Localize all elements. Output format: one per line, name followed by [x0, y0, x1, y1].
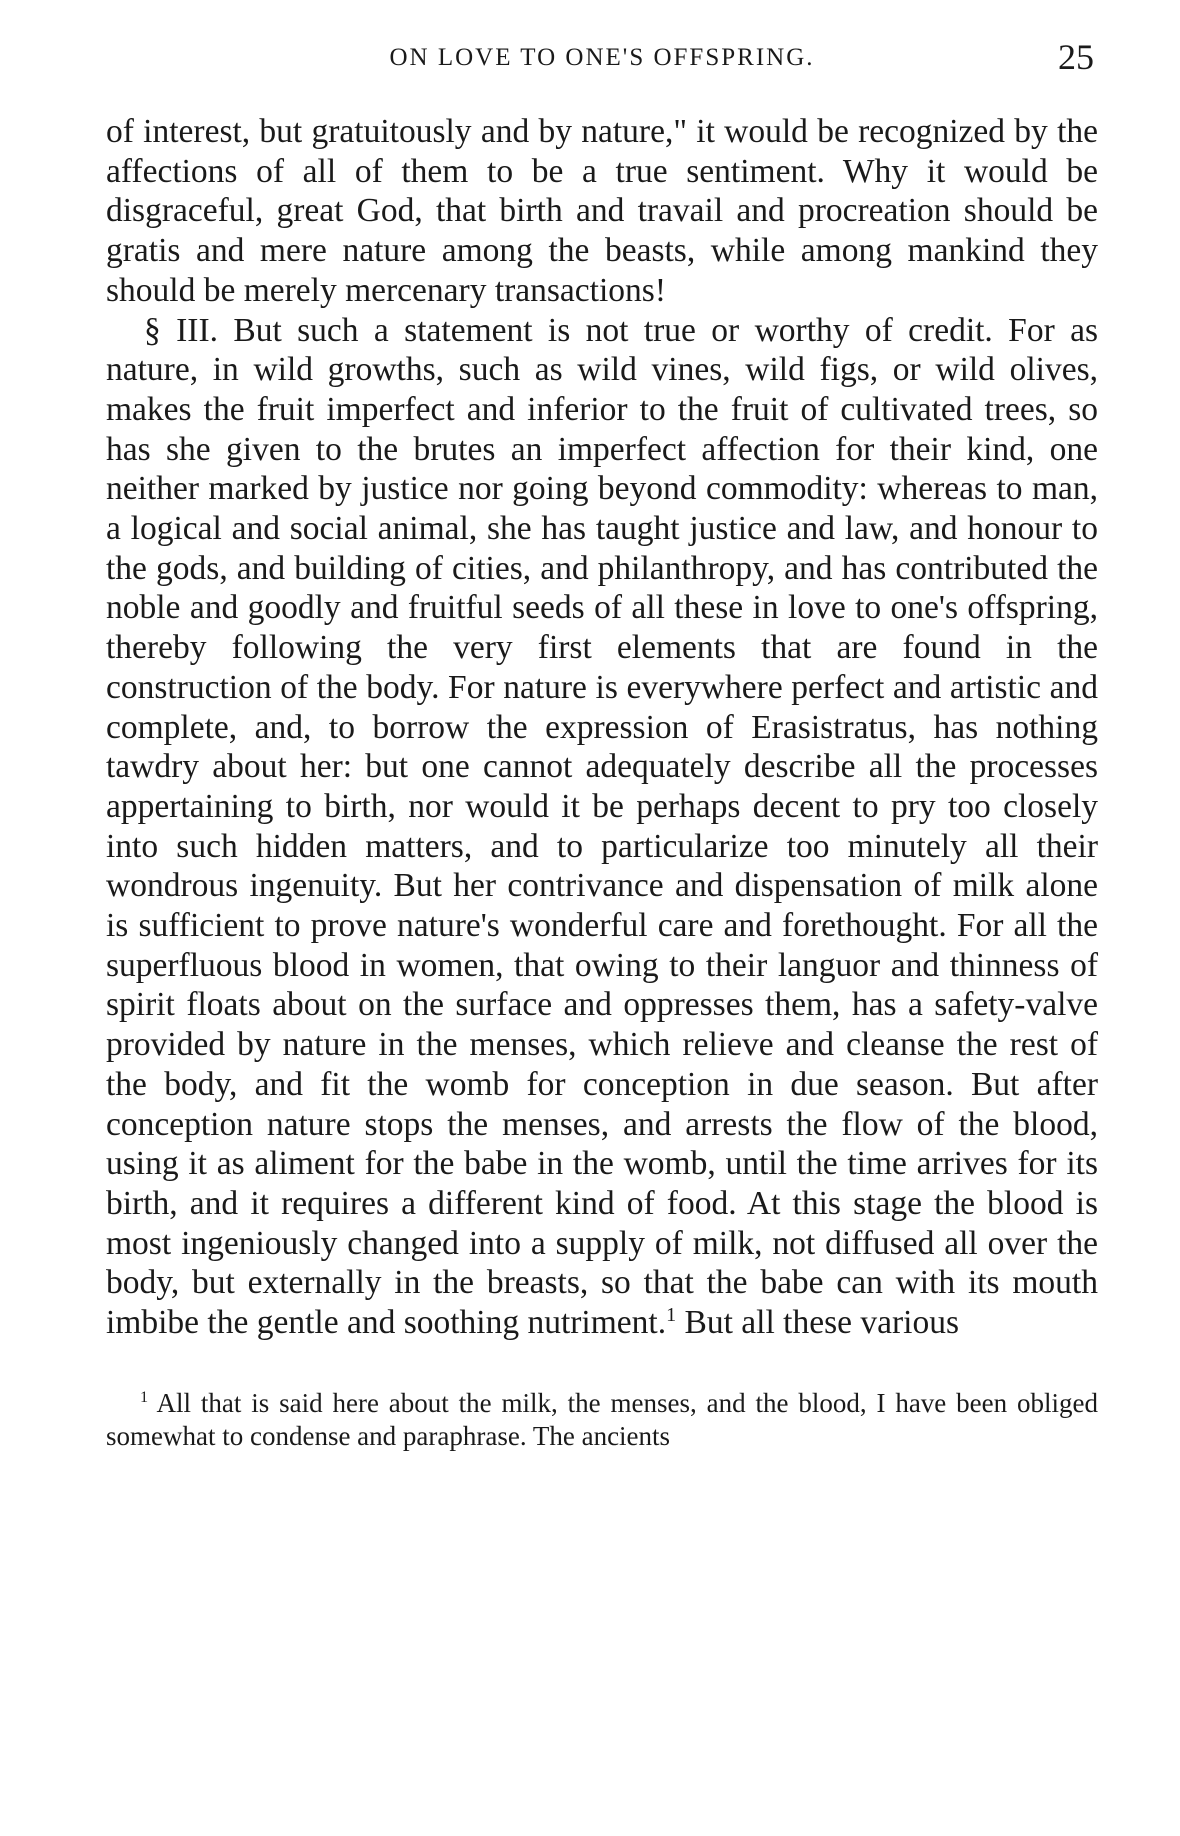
footnote	[106, 1387, 1098, 1453]
paragraph: of interest, but gratuitously and by nature," it would be recognized by the affections of all of them to be a true sentiment. Why it would be disgraceful, great God, that birth and travail and procreation should be gratis and mere nature among the beasts, while among mankind they should be merely mercenary transactions!	[106, 113, 1098, 309]
page-number: 25	[1058, 37, 1094, 77]
body-text	[106, 112, 1098, 1343]
footnote-marker: 1	[140, 1387, 149, 1406]
paragraph-section-3	[106, 311, 1098, 1343]
running-title: ON LOVE TO ONE'S OFFSPRING.	[389, 44, 815, 71]
section-marker: § III.	[144, 311, 218, 349]
book-page	[106, 30, 1098, 1453]
footnote-reference: 1	[666, 1303, 677, 1326]
running-head	[106, 30, 1098, 90]
footnote-text: All that is said here about the milk, the menses, and the blood, I have been obliged somewhat to condense and paraphrase. The ancients	[106, 1387, 1098, 1451]
paragraph-text: But such a statement is not true or worthy of credit. For as nature, in wild growths, such as wild vines, wild figs, or wild olives, makes the fruit imperfect and inferior to the fruit of cultivated trees, so has she given to the brutes an imperfect affection for their kind, one neither marked by justice nor going beyond commodity: whereas to man, a logical and social animal, she has taught justice and law, and honour to the gods, and building of cities, and philanthropy, and has contributed the noble and goodly and fruitful seeds of all these in love to one's offspring, thereby following the very first elements that are found in the construction of the body. For nature is everywhere perfect and artistic and complete, and, to borrow the expression of Erasistratus, has nothing tawdry about her: but one cannot adequately describe all the processes appertaining to birth, nor would it be perhaps decent to pry too closely into such hidden matters, and to particularize too minutely all their wondrous ingenuity. But her contrivance and dispensation of milk alone is sufficient to prove nature's wonderful care and forethought. For all the superfluous blood in women, that owing to their languor and thinness of spirit floats about on the surface and oppresses them, has a safety-valve provided by nature in the menses, which relieve and cleanse the rest of the body, and fit the womb for conception in due season. But after conception nature stops the menses, and arrests the flow of the blood, using it as aliment for the babe in the womb, until the time arrives for its birth, and it requires a different kind of food. At this stage the blood is most ingeniously changed into a supply of milk, not diffused all over the body, but externally in the breasts, so that the babe can with its mouth imbibe the gentle and soothing nutriment.	[106, 311, 1099, 1342]
paragraph-text-tail: But all these various	[676, 1304, 959, 1342]
